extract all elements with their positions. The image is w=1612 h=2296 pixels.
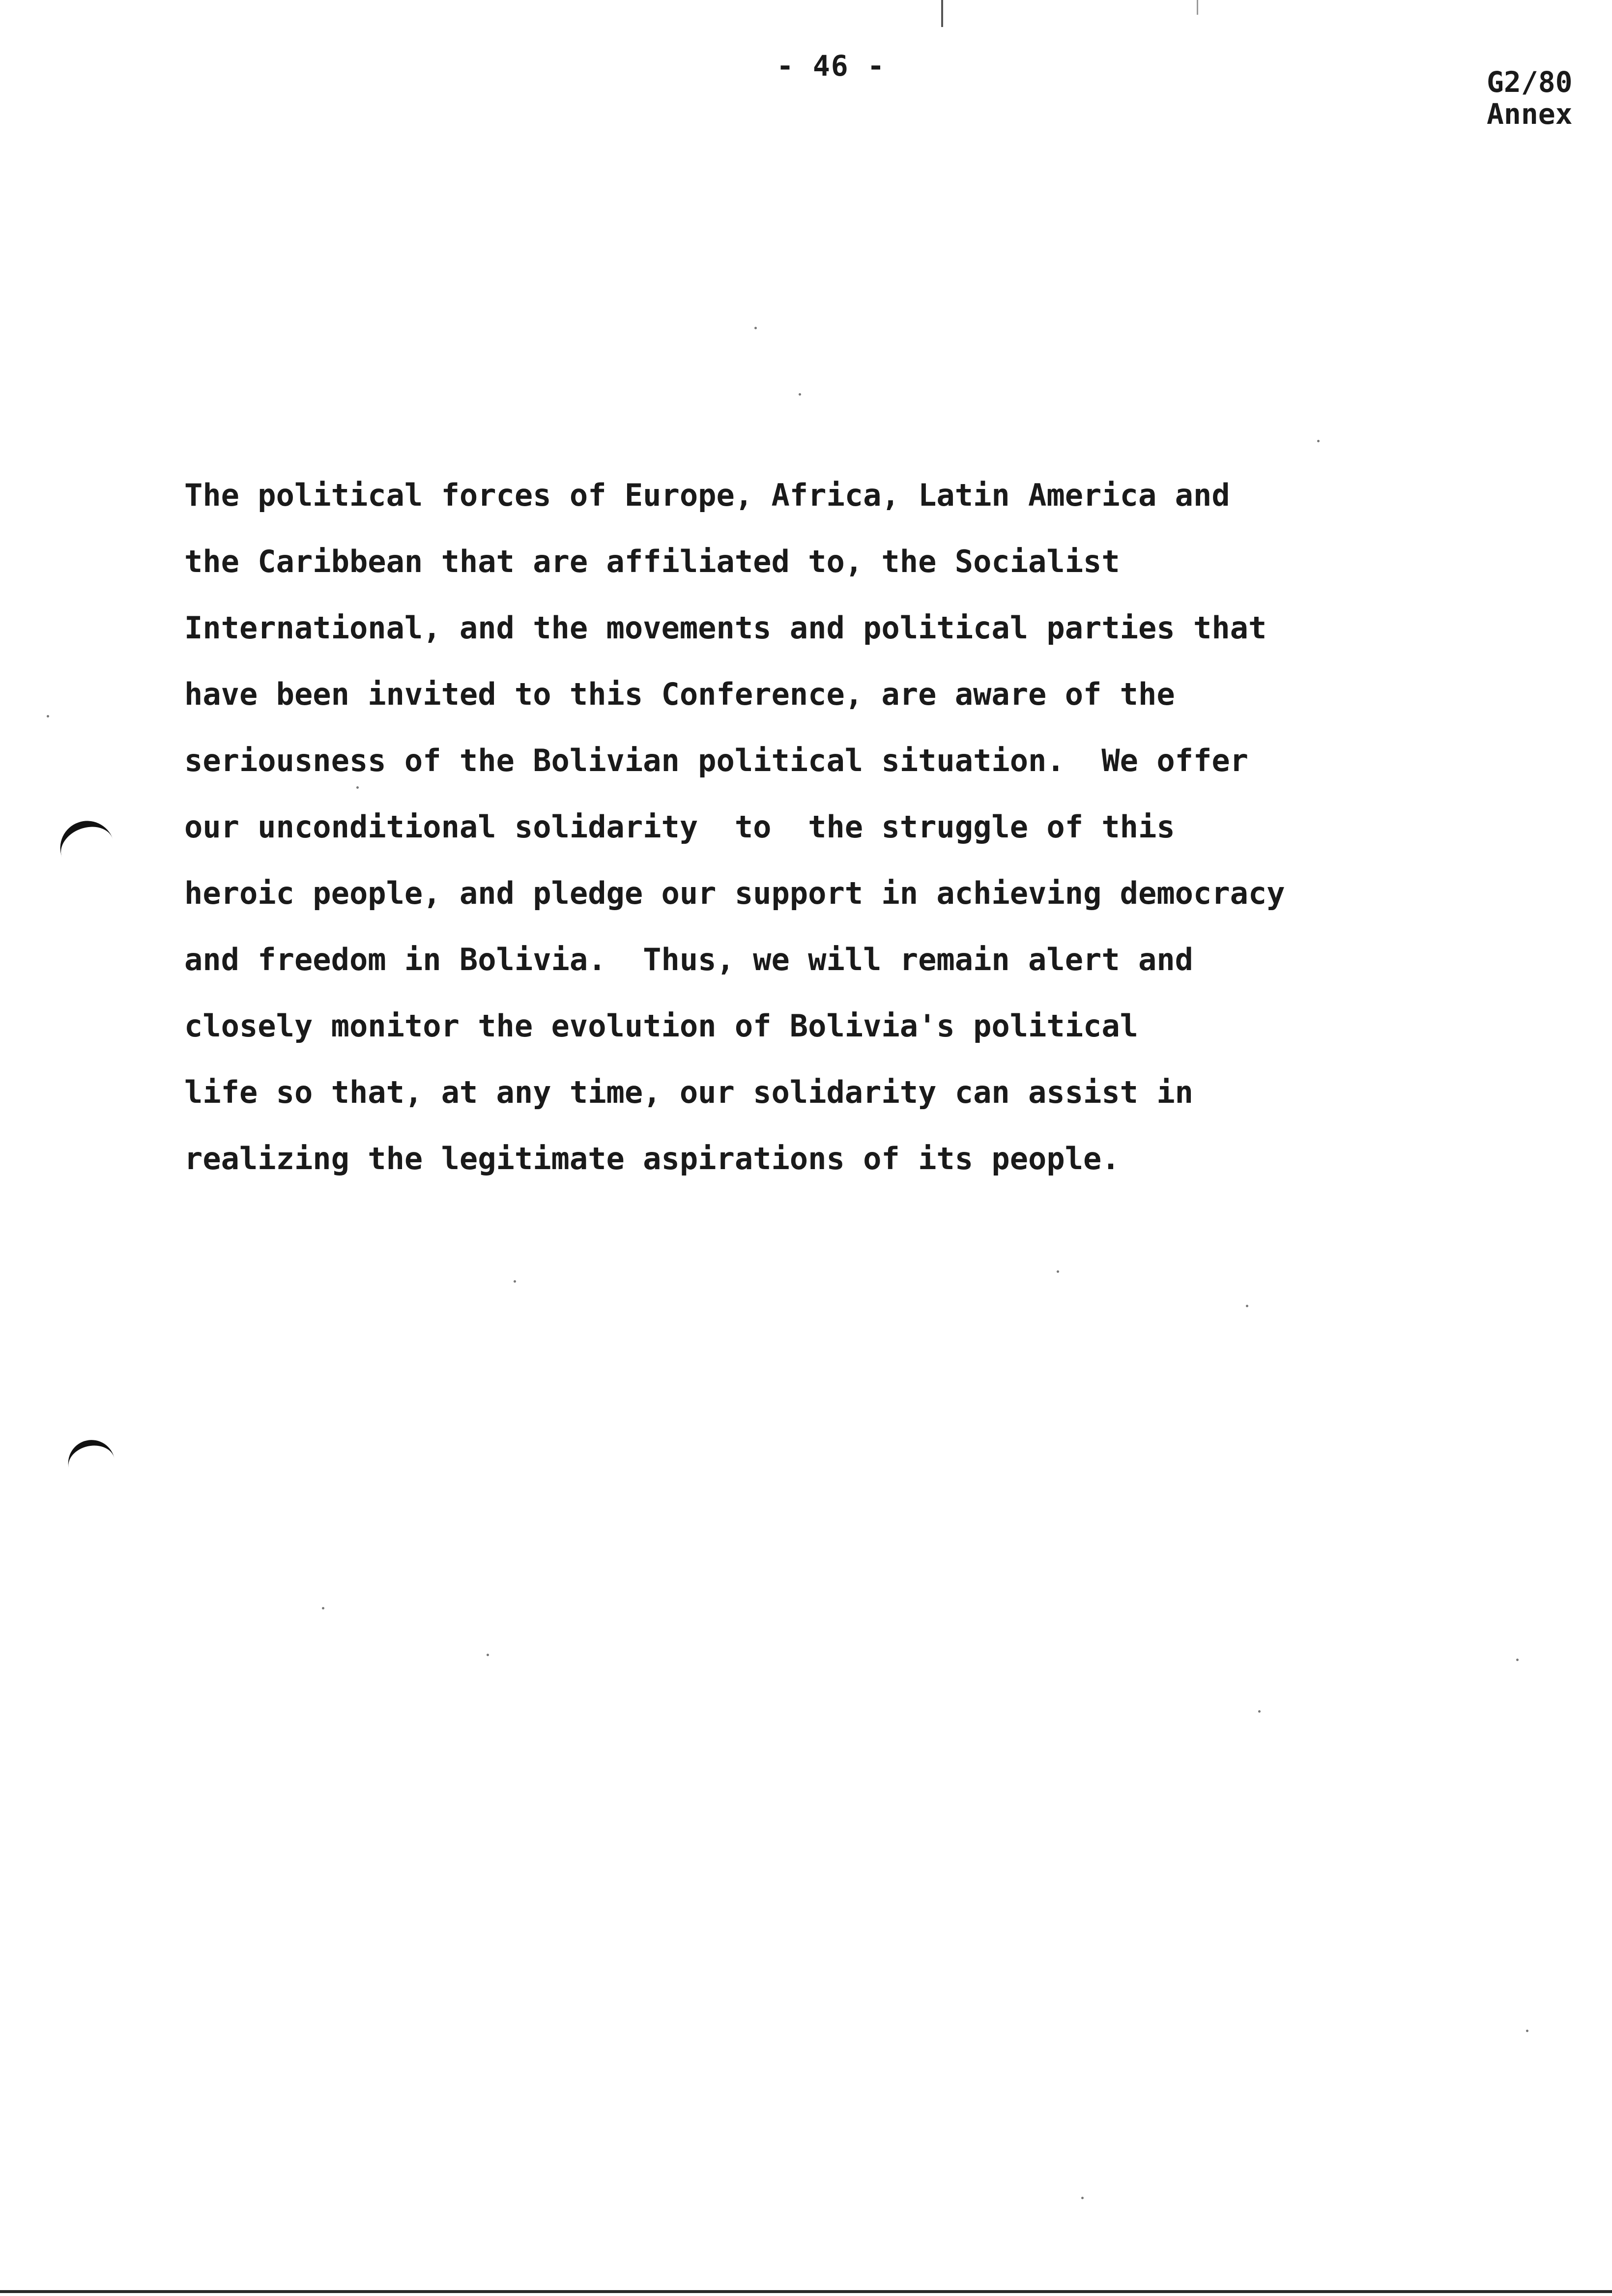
scan-speck — [514, 1280, 516, 1283]
page-number: - 46 - — [777, 49, 886, 83]
scan-speck — [1526, 2030, 1528, 2032]
scan-speck — [487, 1654, 489, 1656]
paragraph-line: closely monitor the evolution of Bolivia's political — [184, 1008, 1139, 1044]
scan-speck — [754, 327, 757, 329]
scan-edge-mark — [941, 0, 943, 27]
document-section: Annex — [1487, 97, 1573, 131]
scan-speck — [799, 393, 801, 396]
paragraph-line: seriousness of the Bolivian political situation. We offer — [184, 743, 1248, 778]
paragraph-line: have been invited to this Conference, are aware of the — [184, 676, 1175, 712]
paragraph-line: realizing the legitimate aspirations of its people. — [184, 1141, 1120, 1177]
scan-speck — [1081, 2197, 1084, 2199]
scan-speck — [1057, 1270, 1059, 1273]
page-bottom-rule — [0, 2290, 1612, 2293]
punch-hole-mark — [53, 813, 124, 889]
paragraph-line: International, and the movements and political parties that — [184, 610, 1267, 646]
scan-speck — [1246, 1305, 1248, 1307]
scan-speck — [1258, 1710, 1261, 1713]
scan-edge-mark — [1197, 0, 1198, 15]
punch-hole-mark — [64, 1435, 120, 1496]
body-paragraph — [184, 462, 1413, 1192]
paragraph-line: The political forces of Europe, Africa, Latin America and — [184, 477, 1230, 513]
document-symbol: G2/80 — [1487, 65, 1573, 99]
scan-speck — [1516, 1659, 1519, 1661]
scan-speck — [356, 786, 359, 789]
document-reference — [1487, 66, 1573, 130]
paragraph-line: life so that, at any time, our solidarity can assist in — [184, 1074, 1193, 1110]
scan-speck — [47, 715, 49, 718]
paragraph-line: our unconditional solidarity to the struggle of this — [184, 809, 1175, 845]
scan-speck — [1317, 440, 1320, 442]
paragraph-line: heroic people, and pledge our support in achieving democracy — [184, 875, 1285, 911]
scan-speck — [322, 1607, 324, 1609]
paragraph-line: and freedom in Bolivia. Thus, we will remain alert and — [184, 942, 1193, 977]
paragraph-line: the Caribbean that are affiliated to, the Socialist — [184, 544, 1120, 579]
